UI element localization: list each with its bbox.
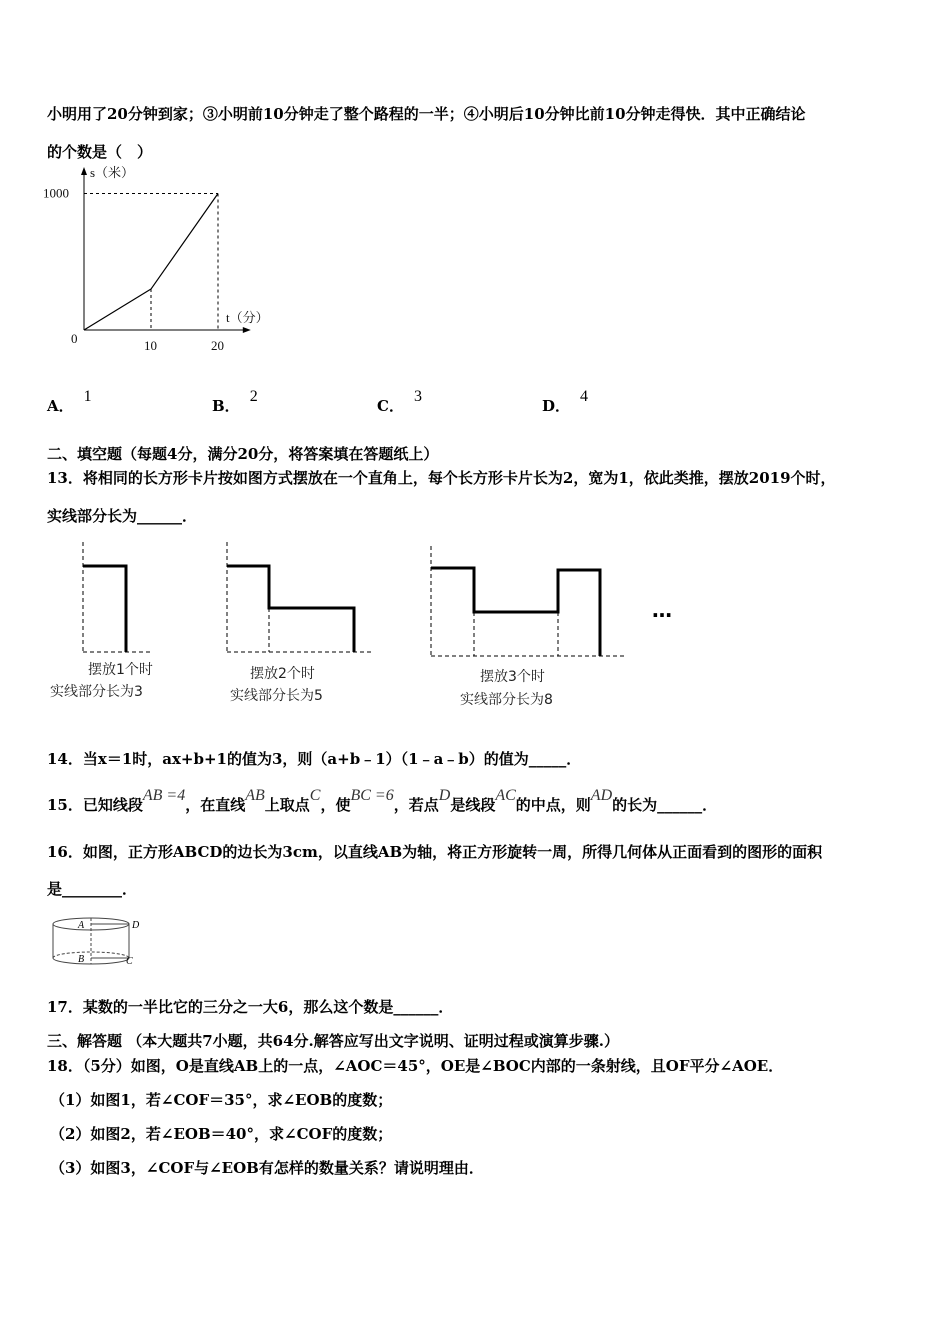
q13-line2: 实线部分长为______． [47,507,198,525]
q18-sub2: （2）如图2，若∠EOB＝40°，求∠COF的度数； [50,1125,393,1143]
y-axis-arrow [81,167,87,175]
q15-text-7: 的中点，则 [515,796,591,814]
option-d-label: D． [542,397,571,415]
q15-math-d: D [438,787,451,804]
y-tick-1000: 1000 [43,185,69,201]
fig3-caption1: 摆放3个时 [480,669,545,685]
q18-stem: 18．（5分）如图，O是直线AB上的一点，∠AOC＝45°，OE是∠BOC内部的一条射线，且OF平分∠AOE． [47,1057,784,1075]
q15-text-8: 的长为______． [612,796,718,814]
q15-math-c: C [309,787,321,804]
q13-line1: 13．将相同的长方形卡片按如图方式摆放在一个直角上，每个长方形卡片长为2，宽为1，依此类推，摆放2019个时， [47,469,836,487]
fig1-caption2: 实线部分长为3 [50,684,143,700]
x-tick-10: 10 [144,338,157,353]
fig1-caption1: 摆放1个时 [88,662,153,678]
cylinder-figure [48,912,148,974]
option-a[interactable] [47,388,92,416]
y-axis-label: s（米） [90,165,135,181]
ellipsis: … [652,598,672,622]
option-c-value: 3 [413,388,422,405]
q14: 14．当x＝1时，ax+b+1的值为3，则（a+b﹣1）（1﹣a﹣b）的值为_____． [47,750,582,768]
option-c[interactable] [377,388,422,416]
card-figure-2 [210,538,390,708]
option-d-value: 4 [580,388,589,405]
q15-text-5: ，若点 [393,796,439,814]
option-a-value: 1 [83,388,92,405]
q15-math-ad: AD [590,787,613,804]
x-tick-20: 20 [211,338,224,353]
q15-math-ab: AB [245,787,265,804]
label-b: B [78,954,85,965]
q15-math-ab4: AB =4 [142,787,186,804]
fig2-caption2: 实线部分长为5 [230,688,323,704]
option-c-label: C． [377,397,404,415]
fig2-caption1: 摆放2个时 [250,666,315,682]
option-a-label: A． [47,397,74,415]
option-b-label: B． [212,397,240,415]
q18-sub1: （1）如图1，若∠COF＝35°，求∠EOB的度数； [50,1091,393,1109]
distance-time-chart [40,165,290,365]
q12-line2: 的个数是（ ） [47,143,153,161]
q15 [47,787,718,815]
label-c: C [126,956,133,967]
q15-text-1: 15．已知线段 [47,796,143,814]
fig3-caption2: 实线部分长为8 [460,692,553,708]
q18-sub3: （3）如图3，∠COF与∠EOB有怎样的数量关系？请说明理由． [50,1159,484,1177]
q15-text-4: ，使 [320,796,351,814]
label-d: D [132,920,140,931]
x-tick-0: 0 [71,331,78,346]
q15-text-3: 上取点 [264,796,310,814]
label-a: A [78,920,85,931]
section2-heading: 二、填空题（每题4分，满分20分，将答案填在答题纸上） [47,445,439,463]
q15-math-ac: AC [495,787,516,804]
card-figure-1 [40,538,180,708]
section3-heading: 三、解答题 （本大题共7小题，共64分.解答应写出文字说明、证明过程或演算步骤.） [47,1032,619,1050]
option-b[interactable] [212,388,258,416]
q15-math-bc6: BC =6 [350,787,394,804]
option-d[interactable] [542,388,589,416]
q16-line2: 是________． [47,880,138,898]
card-figure-3 [420,538,640,713]
q12-line1: 小明用了20分钟到家；③小明前10分钟走了整个路程的一半；④小明后10分钟比前10分钟走得快．其中正确结论 [47,105,806,123]
q17: 17．某数的一半比它的三分之一大6，那么这个数是______． [47,998,454,1016]
series-segment-1 [84,289,151,330]
x-axis-arrow [243,327,251,333]
option-b-value: 2 [249,388,258,405]
x-axis-label: t（分） [226,310,269,325]
series-segment-2 [151,194,218,290]
q15-text-6: 是线段 [450,796,496,814]
q16-line1: 16．如图，正方形ABCD的边长为3cm，以直线AB为轴，将正方形旋转一周，所得几何体从正面看到的图形的面积 [47,843,823,861]
q15-text-2: ，在直线 [185,796,246,814]
